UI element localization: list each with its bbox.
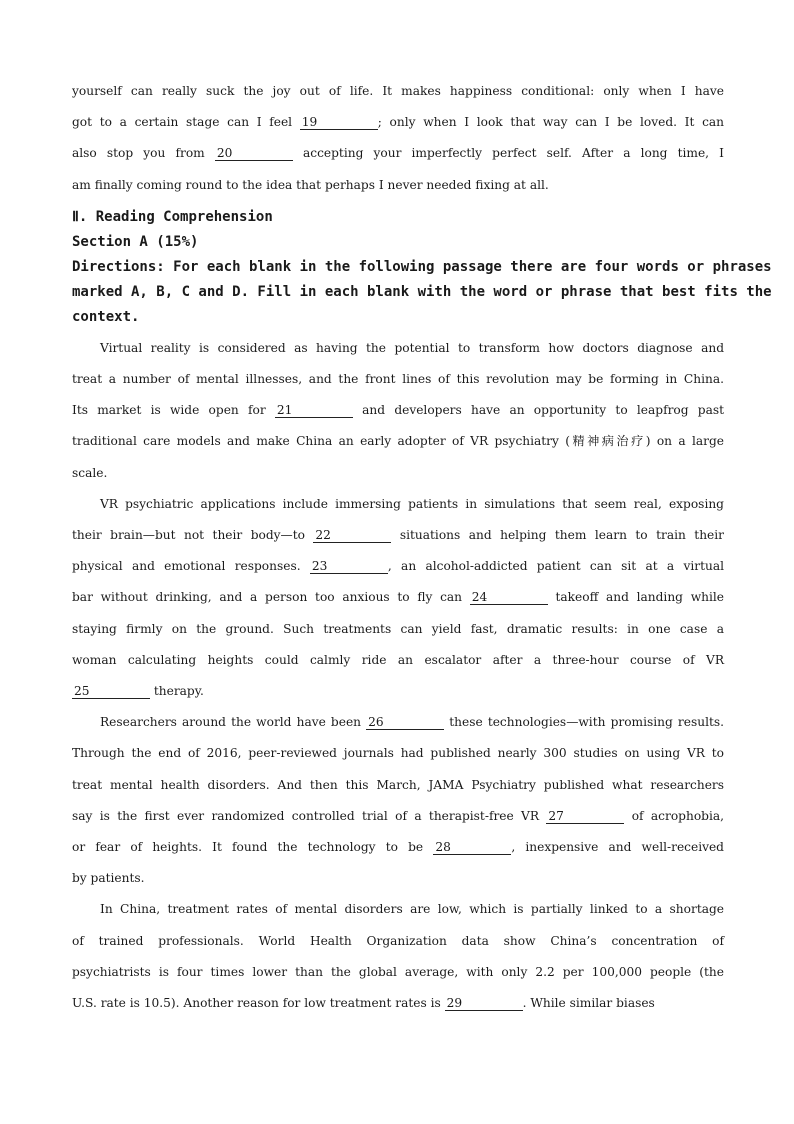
text-line: by patients.	[72, 871, 145, 886]
answer-blank[interactable]: 27	[546, 809, 624, 824]
text-line: or fear of heights. It found the technology to be 28 , inexpensive and well-received	[72, 840, 724, 855]
text-line: am finally coming round to the idea that perhaps I never needed fixing at all.	[72, 177, 549, 192]
text-line: say is the first ever randomized controlled trial of a therapist-free VR 27 of acrophobia,	[72, 808, 724, 823]
text-line: of trained professionals. World Health Organization data show China’s concentration of	[72, 933, 724, 948]
text-line: U.S. rate is 10.5). Another reason for low treatment rates is 29 . While similar biases	[72, 996, 655, 1011]
text-line: Through the end of 2016, peer-reviewed journals had published nearly 300 studies on using VR to	[72, 746, 724, 761]
section-title: Ⅱ. Reading Comprehension	[72, 208, 273, 225]
answer-blank[interactable]: 25	[72, 684, 150, 699]
document-page	[72, 76, 772, 1019]
text-line: psychiatrists is four times lower than the global average, with only 2.2 per 100,000 people (the	[72, 964, 724, 979]
directions	[72, 255, 772, 330]
answer-blank[interactable]: 23	[310, 559, 388, 574]
text-line: Virtual reality is considered as having the potential to transform how doctors diagnose and	[100, 340, 724, 355]
text-line: woman calculating heights could calmly ride an escalator after a three-hour course of VR	[72, 652, 724, 667]
text-line: treat mental health disorders. And then this March, JAMA Psychiatry published what researchers	[72, 777, 724, 792]
answer-blank[interactable]: 28	[433, 840, 511, 855]
text-line: Researchers around the world have been 26 these technologies—with promising results.	[100, 715, 724, 730]
answer-blank[interactable]: 29	[445, 996, 523, 1011]
text-line: bar without drinking, and a person too anxious to fly can 24 takeoff and landing while	[72, 590, 724, 605]
text-line: their brain—but not their body—to 22 situations and helping them learn to train their	[72, 528, 724, 543]
text-line: traditional care models and make China an early adopter of VR psychiatry (精神病治疗) on a large	[72, 434, 724, 449]
answer-blank[interactable]: 24	[470, 590, 548, 605]
text-line: staying firmly on the ground. Such treatments can yield fast, dramatic results: in one case a	[72, 621, 724, 636]
section-subtitle: Section A (15%)	[72, 233, 199, 250]
passage-paragraph	[72, 333, 724, 489]
directions-line: Directions: For each blank in the following passage there are four words or phrases	[72, 258, 772, 275]
passage-paragraph	[72, 894, 724, 1019]
answer-blank[interactable]: 20	[215, 146, 293, 161]
text-line: scale.	[72, 465, 108, 480]
text-line: got to a certain stage can I feel 19 ; only when I look that way can I be loved. It can	[72, 115, 725, 130]
directions-line: marked A, B, C and D. Fill in each blank with the word or phrase that best fits the	[72, 283, 772, 300]
answer-blank[interactable]: 21	[275, 403, 353, 418]
intro-paragraph	[72, 76, 724, 201]
passage-paragraph	[72, 707, 724, 894]
answer-blank[interactable]: 26	[366, 715, 444, 730]
directions-line: context.	[72, 308, 140, 325]
answer-blank[interactable]: 22	[313, 528, 391, 543]
text-line: physical and emotional responses. 23 , an alcohol-addicted patient can sit at a virtual	[72, 559, 724, 574]
passage	[72, 333, 724, 1019]
text-line: VR psychiatric applications include immersing patients in simulations that seem real, exposing	[100, 496, 724, 511]
text-line: In China, treatment rates of mental disorders are low, which is partially linked to a shortage	[100, 902, 724, 917]
text-line: Its market is wide open for 21 and developers have an opportunity to leapfrog past	[72, 403, 725, 418]
text-line: also stop you from 20 accepting your imperfectly perfect self. After a long time, I	[72, 146, 724, 161]
text-line: yourself can really suck the joy out of life. It makes happiness conditional: only when I have	[72, 84, 724, 98]
text-line: 25 therapy.	[74, 684, 204, 699]
answer-blank[interactable]: 19	[300, 115, 378, 130]
passage-paragraph	[72, 489, 724, 707]
text-line: treat a number of mental illnesses, and the front lines of this revolution may be forming in China.	[72, 372, 724, 387]
